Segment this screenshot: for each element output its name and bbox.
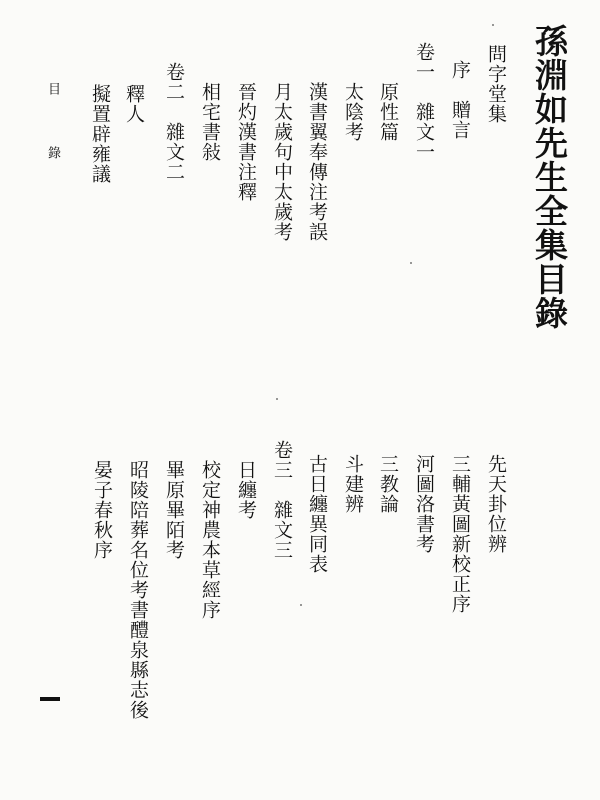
toc-entry: 三教論 <box>377 454 399 514</box>
volume-3-name: 雜文三 <box>271 500 293 560</box>
toc-entry: 漢書翼奉傳注考誤 <box>306 82 328 242</box>
section-title: 問字堂集 <box>485 44 507 124</box>
volume-2-name: 雜文二 <box>163 122 185 182</box>
volume-1-name: 雜文一 <box>413 102 435 162</box>
preface-line <box>450 60 469 140</box>
toc-entry: 先天卦位辨 <box>485 454 507 554</box>
scan-speck <box>410 262 412 264</box>
toc-entry: 晏子春秋序 <box>91 460 113 560</box>
toc-entry: 斗建辨 <box>342 454 364 514</box>
preface-item: 贈言 <box>449 100 471 140</box>
toc-entry: 日纏考 <box>235 460 257 520</box>
preface-label: 序 <box>449 60 471 80</box>
toc-entry: 擬置辟雍議 <box>89 84 111 184</box>
toc-entry: 古日纏異同表 <box>306 454 328 574</box>
book-title: 孫淵如先生全集目錄 <box>530 24 569 330</box>
toc-entry: 昭陵陪葬名位考書醴泉縣志後 <box>127 460 149 720</box>
volume-3-label: 卷三 <box>271 440 293 480</box>
toc-entry: 太陰考 <box>342 82 364 142</box>
toc-entry: 相宅書敍 <box>199 82 221 162</box>
volume-1-heading <box>414 42 433 162</box>
volume-2-label: 卷二 <box>163 62 185 102</box>
toc-entry: 畢原畢陌考 <box>163 460 185 560</box>
volume-2-heading <box>164 62 183 182</box>
scan-speck <box>300 604 302 606</box>
page-number <box>40 697 60 701</box>
toc-entry: 原性篇 <box>377 82 399 142</box>
volume-1-label: 卷一 <box>413 42 435 82</box>
toc-entry: 三輔黃圖新校正序 <box>449 454 471 614</box>
toc-entry: 晉灼漢書注釋 <box>235 82 257 202</box>
footer-label: 目 錄 <box>45 82 60 177</box>
toc-entry: 釋人 <box>123 84 145 124</box>
toc-entry: 校定神農本草經序 <box>199 460 221 620</box>
volume-3-heading <box>272 440 291 560</box>
scan-speck <box>276 398 278 400</box>
toc-entry: 河圖洛書考 <box>413 454 435 554</box>
scan-speck <box>492 24 494 26</box>
toc-entry: 月太歲句中太歲考 <box>271 82 293 242</box>
